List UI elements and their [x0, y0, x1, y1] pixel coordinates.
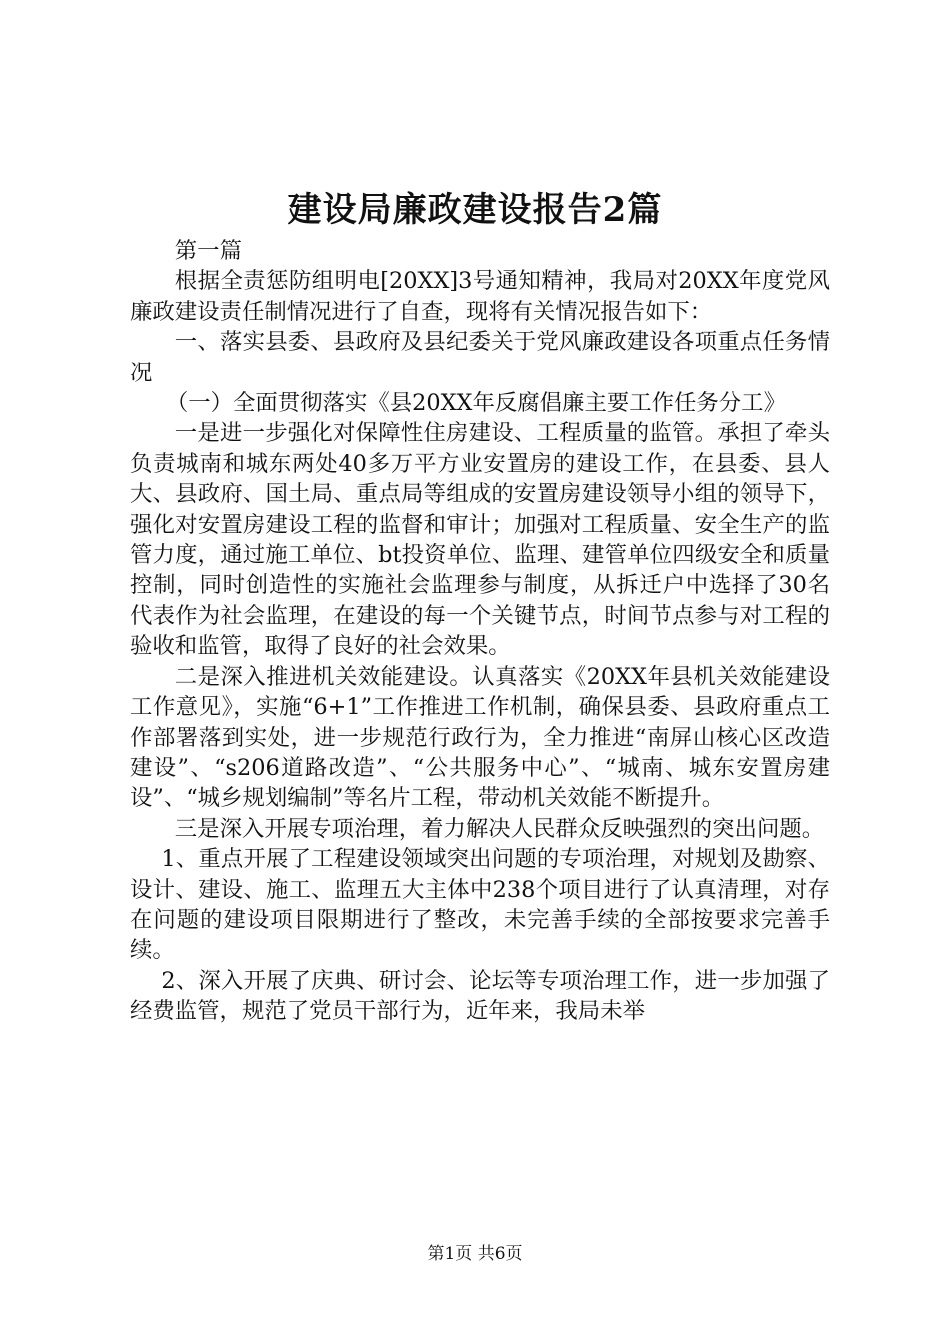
- paragraph: （一）全面贯彻落实《县20XX年反腐倡廉主要工作任务分工》: [165, 390, 786, 417]
- paragraph: 二是深入推进机关效能建设。认真落实《20XX年县机关效能建设工作意见》，实施“6+1”工作推进工作机制，确保县委、县政府重点工作部署落到实处，进一步规范行政行为，全力推进“南屏山核心区改造建设”、“s206道路改造”、“公共服务中心”、“城南、城东安置房建设”、“城乡规划编制”等名片工程，带动机关效能不断提升。: [130, 663, 830, 812]
- document-title: 建设局廉政建设报告2篇: [287, 190, 663, 230]
- paragraph: 1、重点开展了工程建设领域突出问题的专项治理，对规划及勘察、设计、建设、施工、监理五大主体中238个项目进行了认真清理，对存在问题的建设项目限期进行了整改，未完善手续的全部按要求完善手续。: [130, 846, 830, 964]
- document-body: [130, 236, 830, 1027]
- paragraph: 2、深入开展了庆典、研讨会、论坛等专项治理工作，进一步加强了经费监管，规范了党员干部行为，近年来，我局未举: [130, 967, 830, 1025]
- paragraph: 一是进一步强化对保障性住房建设、工程质量的监管。承担了牵头负责城南和城东两处40多万平方业安置房的建设工作，在县委、县人大、县政府、国土局、重点局等组成的安置房建设领导小组的领导下，强化对安置房建设工程的监督和审计；加强对工程质量、安全生产的监管力度，通过施工单位、bt投资单位、监理、建管单位四级安全和质量控制，同时创造性的实施社会监理参与制度，从拆迁户中选择了30名代表作为社会监理，在建设的每一个关键节点，时间节点参与对工程的验收和监管，取得了良好的社会效果。: [130, 420, 830, 660]
- paragraph: 一、落实县委、县政府及县纪委关于党风廉政建设各项重点任务情况: [130, 329, 830, 386]
- section-heading: 第一篇: [174, 238, 242, 264]
- page-footer: 第1页 共6页: [427, 1244, 523, 1264]
- paragraph: 三是深入开展专项治理，着力解决人民群众反映强烈的突出问题。: [174, 815, 825, 842]
- paragraph: 根据全责惩防组明电[20XX]3号通知精神，我局对20XX年度党风廉政建设责任制情况进行了自查，现将有关情况报告如下：: [130, 268, 830, 325]
